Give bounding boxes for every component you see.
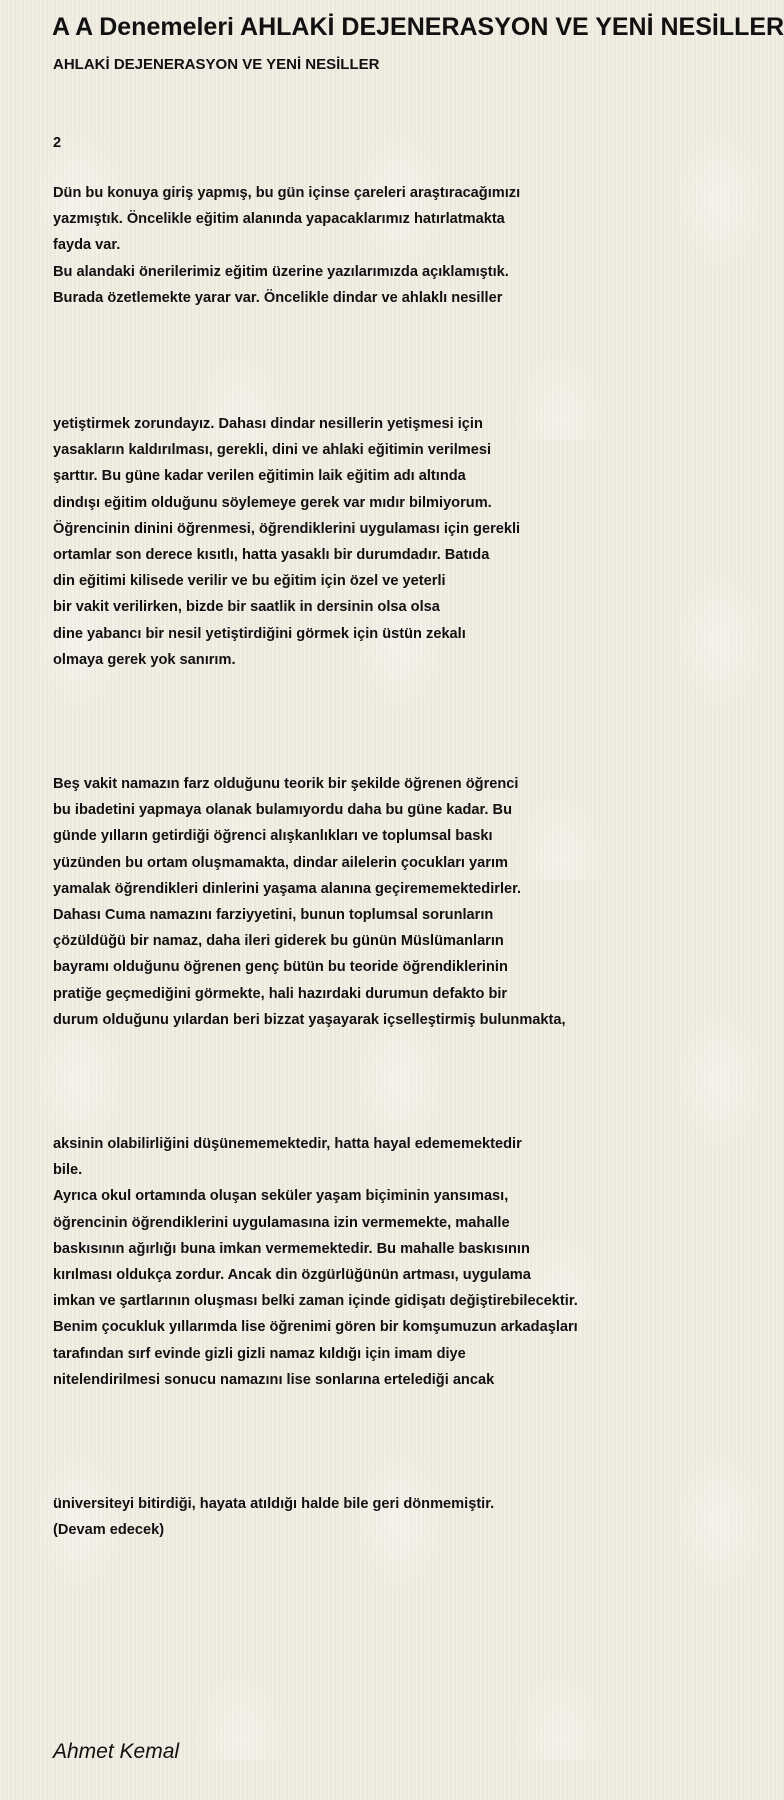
text-line: şarttır. Bu güne kadar verilen eğitimin laik eğitim adı altında	[53, 468, 466, 485]
part-number: 2	[53, 135, 62, 151]
text-line: yüzünden bu ortam oluşmamakta, dindar ailelerin çocukları yarım	[53, 854, 508, 871]
text-line: bile.	[53, 1162, 83, 1179]
text-line: yamalak öğrendikleri dinlerini yaşama alanına geçirememektedirler.	[53, 880, 522, 897]
text-line: yasakların kaldırılması, gerekli, dini ve ahlaki eğitimin verilmesi	[53, 442, 492, 459]
text-line: Ayrıca okul ortamında oluşan seküler yaşam biçiminin yansıması,	[53, 1188, 509, 1205]
text-line: pratiğe geçmediğini görmekte, hali hazırdaki durumun defakto bir	[53, 985, 508, 1002]
text-line: durum olduğunu yılardan beri bizzat yaşayarak içselleştirmiş bulunmakta,	[53, 1011, 566, 1028]
paragraph-2	[53, 411, 520, 673]
text-line: bayramı olduğunu öğrenen genç bütün bu teoride öğrendiklerinin	[53, 959, 508, 976]
text-line: kırılması oldukça zordur. Ancak din özgürlüğünün artması, uygulama	[53, 1267, 531, 1284]
text-line: üniversiteyi bitirdiği, hayata atıldığı halde bile geri dönmemiştir.	[53, 1496, 495, 1512]
paragraph-4	[53, 1131, 578, 1393]
text-line: Dahası Cuma namazını farziyyetini, bunun toplumsal sorunların	[53, 907, 494, 924]
text-line: yetiştirmek zorundayız. Dahası dindar nesillerin yetişmesi için	[53, 416, 483, 432]
text-line: öğrencinin öğrendiklerini uygulamasına izin vermemekte, mahalle	[53, 1214, 510, 1231]
text-line: imkan ve şartlarının oluşması belki zaman içinde gidişatı değiştirebilecektir.	[53, 1293, 578, 1310]
paragraph-5	[53, 1491, 494, 1543]
text-line: Öğrencinin dinini öğrenmesi, öğrendiklerini uygulaması için gerekli	[53, 520, 521, 537]
text-line: çözüldüğü bir namaz, daha ileri giderek bu günün Müslümanların	[53, 933, 504, 950]
text-line: Beş vakit namazın farz olduğunu teorik bir şekilde öğrenen öğrenci	[53, 776, 519, 792]
text-line: (Devam edecek)	[53, 1522, 165, 1539]
text-line: bu ibadetini yapmaya olanak bulamıyordu daha bu güne kadar. Bu	[53, 802, 512, 819]
text-line: aksinin olabilirliğini düşünememektedir, hatta hayal edememektedir	[53, 1136, 522, 1152]
text-line: Bu alandaki önerilerimiz eğitim üzerine yazılarımızda açıklamıştık.	[53, 263, 509, 280]
text-line: baskısının ağırlığı buna imkan vermemektedir. Bu mahalle baskısının	[53, 1240, 530, 1257]
text-line: din eğitimi kilisede verilir ve bu eğitim için özel ve yeterli	[53, 573, 446, 590]
text-line: günde yılların getirdiği öğrenci alışkanlıkları ve toplumsal baskı	[53, 828, 493, 845]
text-line: ortamlar son derece kısıtlı, hatta yasaklı bir durumdadır. Batıda	[53, 547, 490, 564]
text-line: bir vakit verilirken, bizde bir saatlik in dersinin olsa olsa	[53, 599, 440, 616]
text-line: Benim çocukluk yıllarımda lise öğrenimi gören bir komşumuzun arkadaşları	[53, 1319, 578, 1336]
text-line: tarafından sırf evinde gizli gizli namaz kıldığı için imam diye	[53, 1345, 466, 1362]
text-line: yazmıştık. Öncelikle eğitim alanında yapacaklarımız hatırlatmakta	[53, 211, 505, 228]
text-line: dine yabancı bir nesil yetiştirdiğini görmek için üstün zekalı	[53, 625, 466, 642]
article-subtitle: AHLAKİ DEJENERASYON VE YENİ NESİLLER	[53, 56, 380, 73]
page-title: A A Denemeleri AHLAKİ DEJENERASYON VE YENİ NESİLLER	[52, 13, 784, 41]
text-line: olmaya gerek yok sanırım.	[53, 651, 236, 668]
paragraph-3	[53, 771, 566, 1033]
text-line: nitelendirilmesi sonucu namazını lise sonlarına ertelediği ancak	[53, 1371, 495, 1388]
paragraph-1	[53, 180, 520, 311]
text-line: fayda var.	[53, 237, 121, 254]
author-signature: Ahmet Kemal	[53, 1740, 180, 1763]
text-line: dindışı eğitim olduğunu söylemeye gerek var mıdır bilmiyorum.	[53, 494, 492, 511]
text-line: Burada özetlemekte yarar var. Öncelikle dindar ve ahlaklı nesiller	[53, 289, 503, 306]
text-line: Dün bu konuya giriş yapmış, bu gün içinse çareleri araştıracağımızı	[53, 185, 521, 201]
